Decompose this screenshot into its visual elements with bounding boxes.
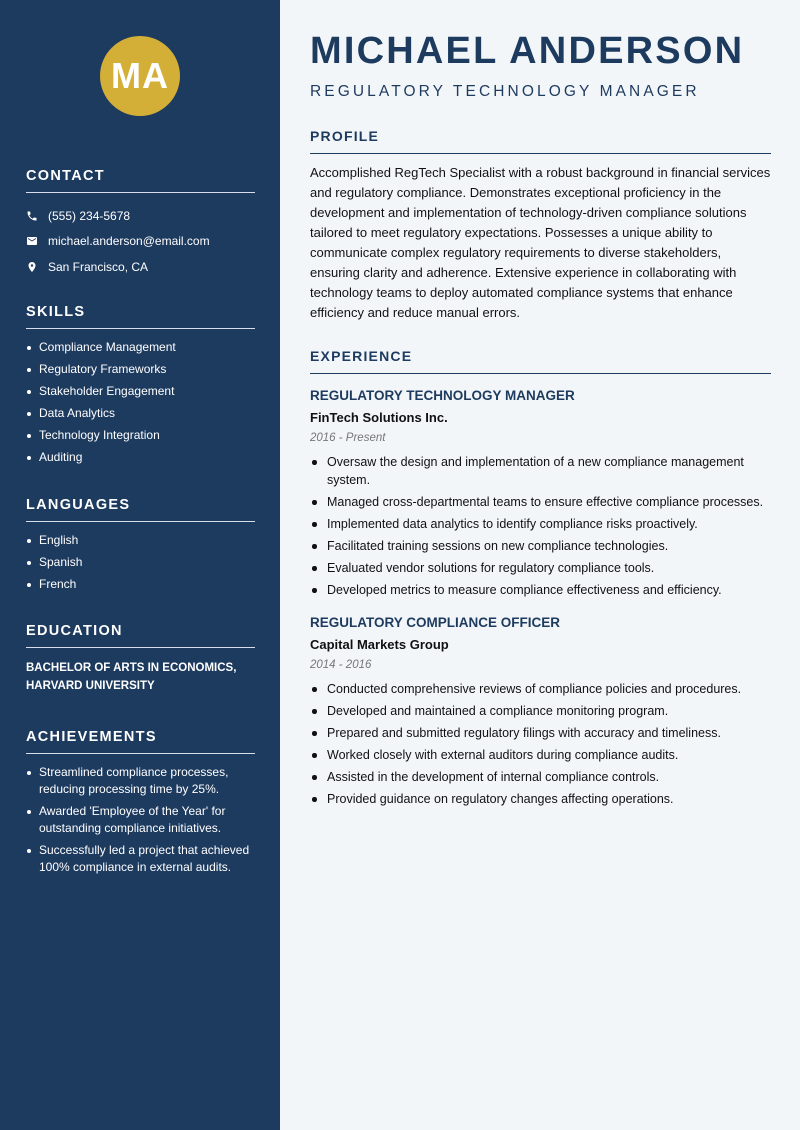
contact-list: [26, 203, 255, 280]
experience-heading: EXPERIENCE: [310, 348, 771, 374]
location-pin-icon: [26, 261, 48, 273]
sidebar: [0, 0, 280, 1130]
achievement-item: Successfully led a project that achieved 100% compliance in external audits.: [26, 842, 255, 876]
job-role: REGULATORY TECHNOLOGY MANAGER: [310, 388, 575, 403]
achievements-list: [26, 764, 255, 876]
job-entry: [310, 615, 771, 808]
phone-icon: [26, 210, 48, 222]
achievement-item: Streamlined compliance processes, reducing processing time by 25%.: [26, 764, 255, 798]
job-bullet: Developed and maintained a compliance monitoring program.: [310, 702, 771, 720]
job-bullet: Worked closely with external auditors during compliance audits.: [310, 746, 771, 764]
skill-item: Compliance Management: [26, 339, 255, 356]
achievement-item: Awarded 'Employee of the Year' for outstanding compliance initiatives.: [26, 803, 255, 837]
location-text: San Francisco, CA: [48, 259, 149, 274]
job-role: REGULATORY COMPLIANCE OFFICER: [310, 615, 561, 630]
skills-heading: SKILLS: [26, 304, 255, 329]
job-bullet: Facilitated training sessions on new compliance technologies.: [310, 537, 771, 555]
profile-section: [310, 128, 771, 323]
email-text: michael.anderson@email.com: [48, 234, 210, 249]
contact-location: [26, 254, 255, 280]
job-bullet: Assisted in the development of internal compliance controls.: [310, 768, 771, 786]
job-bullet: Managed cross-departmental teams to ensure effective compliance processes.: [310, 493, 771, 511]
job-company: FinTech Solutions Inc.: [310, 410, 448, 425]
skill-item: Regulatory Frameworks: [26, 361, 255, 378]
experience-section: [310, 348, 771, 812]
education-section: [26, 623, 255, 695]
job-bullet: Oversaw the design and implementation of a new compliance management system.: [310, 453, 771, 489]
languages-list: [26, 532, 255, 593]
email-icon: [26, 235, 48, 247]
education-school: HARVARD UNIVERSITY: [26, 680, 155, 692]
skill-item: Auditing: [26, 449, 255, 466]
job-bullet: Implemented data analytics to identify compliance risks proactively.: [310, 515, 771, 533]
contact-section: [26, 168, 255, 280]
languages-heading: LANGUAGES: [26, 497, 255, 522]
job-dates: 2014 - 2016: [310, 659, 372, 671]
language-item: English: [26, 532, 255, 549]
job-bullet: Evaluated vendor solutions for regulatory compliance tools.: [310, 559, 771, 577]
education-degree: BACHELOR OF ARTS IN ECONOMICS,: [26, 662, 237, 674]
skill-item: Data Analytics: [26, 405, 255, 422]
achievements-section: [26, 729, 255, 881]
job-bullet: Developed metrics to measure compliance effectiveness and efficiency.: [310, 581, 771, 599]
phone-text: (555) 234-5678: [48, 208, 131, 223]
skills-section: [26, 304, 255, 471]
job-bullet: Conducted comprehensive reviews of compliance policies and procedures.: [310, 680, 771, 698]
avatar: MA: [100, 36, 180, 116]
job-entry: [310, 388, 771, 599]
profile-heading: PROFILE: [310, 128, 771, 154]
skills-list: [26, 339, 255, 466]
achievements-heading: ACHIEVEMENTS: [26, 729, 255, 754]
job-company: Capital Markets Group: [310, 637, 449, 652]
languages-section: [26, 497, 255, 598]
contact-phone: [26, 203, 255, 229]
profile-text: Accomplished RegTech Specialist with a robust background in financial services and regulatory compliance. Demonstrates exceptional proficiency in the development and implementation of technology-driven compliance solutions tailored to meet regulatory expectations. Possesses a unique ability to communicate complex regulatory requirements to diverse stakeholders, ensuring clarity and adherence. Extensive experience in collaborating with technology teams to deploy automated compliance systems that enhance efficiency and reduce manual errors.: [310, 165, 771, 320]
education-heading: EDUCATION: [26, 623, 255, 648]
language-item: French: [26, 576, 255, 593]
job-bullets: [310, 453, 771, 599]
job-bullet: Provided guidance on regulatory changes affecting operations.: [310, 790, 771, 808]
candidate-name: MICHAEL ANDERSON: [310, 30, 745, 72]
skill-item: Stakeholder Engagement: [26, 383, 255, 400]
contact-heading: CONTACT: [26, 168, 255, 193]
education-entry: [26, 659, 255, 695]
job-bullets: [310, 680, 771, 808]
language-item: Spanish: [26, 554, 255, 571]
skill-item: Technology Integration: [26, 427, 255, 444]
candidate-title: REGULATORY TECHNOLOGY MANAGER: [310, 83, 700, 100]
job-dates: 2016 - Present: [310, 432, 386, 444]
contact-email: [26, 229, 255, 255]
job-bullet: Prepared and submitted regulatory filings with accuracy and timeliness.: [310, 724, 771, 742]
